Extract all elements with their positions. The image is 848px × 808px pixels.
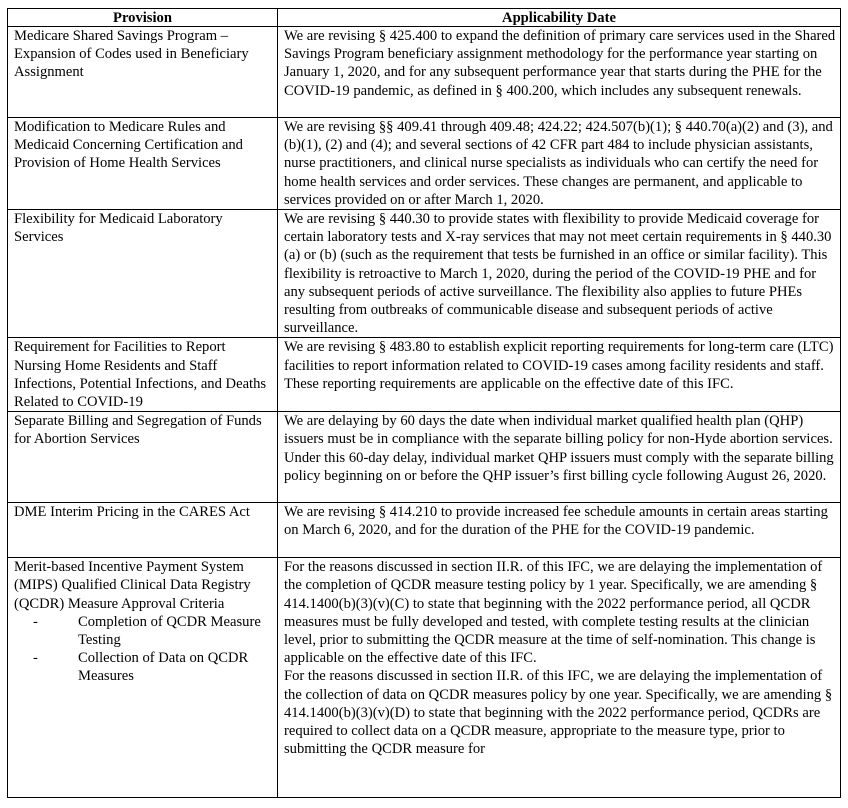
table-row: [8, 338, 841, 412]
applicability-cell: We are revising § 483.80 to establish explicit reporting requirements for long-term care (LTC) facilities to report information related to COVID-19 cases among facility residents and staff. These reporting requirements are applicable on the effective date of this IFC.: [278, 338, 841, 412]
list-item: [33, 649, 273, 685]
table-row: [8, 412, 841, 503]
provisions-table: [7, 8, 841, 798]
applicability-cell: We are revising § 425.400 to expand the definition of primary care services used in the Shared Savings Program beneficiary assignment methodology for the performance year starting on January 1, 2020, and for any subsequent performance year that starts during the PHE for the COVID-19 pandemic, as defined in § 400.200, which includes any subsequent renewals.: [278, 27, 841, 118]
applicability-cell: We are revising § 414.210 to provide increased fee schedule amounts in certain areas starting on March 6, 2020, and for the duration of the PHE for the COVID-19 pandemic.: [278, 503, 841, 558]
provision-sub-list: [14, 613, 273, 686]
table-row: [8, 27, 841, 118]
applicability-cell: [278, 558, 841, 798]
table-row: [8, 118, 841, 210]
provision-cell: Medicare Shared Savings Program – Expansion of Codes used in Beneficiary Assignment: [8, 27, 278, 118]
provision-cell: Flexibility for Medicaid Laboratory Services: [8, 210, 278, 338]
applicability-cell: We are revising §§ 409.41 through 409.48; 424.22; 424.507(b)(1); § 440.70(a)(2) and (3), and (b)(1), (2) and (4); and several sections of 42 CFR part 484 to include physician assistants, nurse practitioners, and clinical nurse specialists as individuals who can certify the need for home health services and order services. These changes are permanent, and applicable to services provided on or after March 1, 2020.: [278, 118, 841, 210]
provision-cell: Separate Billing and Segregation of Funds for Abortion Services: [8, 412, 278, 503]
applicability-date-column-header: Applicability Date: [278, 9, 841, 27]
dash-bullet: -: [33, 613, 38, 630]
provision-cell: Modification to Medicare Rules and Medicaid Concerning Certification and Provision of Home Health Services: [8, 118, 278, 210]
dash-bullet: -: [33, 650, 38, 667]
sub-item-label: Collection of Data on QCDR Measures: [78, 650, 249, 685]
applicability-cell: We are revising § 440.30 to provide states with flexibility to provide Medicaid coverage for certain laboratory tests and X-ray services that may not meet certain requirements in § 440.30 (a) or (b) (such as the requirement that tests be furnished in an office or similar facility). This flexibility is retroactive to March 1, 2020, during the period of the COVID-19 PHE and for any subsequent periods of active surveillance. The flexibility also applies to future PHEs resulting from outbreaks of communicable disease and subsequent periods of active surveillance.: [278, 210, 841, 338]
header-row: [8, 9, 841, 27]
applicability-paragraph: For the reasons discussed in section II.R. of this IFC, we are delaying the implementation of the completion of QCDR measure testing policy by 1 year. Specifically, we are amending § 414.1400(b)(3)(v)(C) to state that beginning with the 2022 performance period, all QCDR measures must be fully developed and tested, with complete testing results at the clinician level, prior to submitting the QCDR measure at the time of self-nomination. This change is applicable on the effective date of this IFC.: [284, 559, 823, 667]
table-body: [8, 27, 841, 798]
provision-text: Merit-based Incentive Payment System (MIPS) Qualified Clinical Data Registry (QCDR) Measure Approval Criteria: [14, 559, 251, 612]
applicability-paragraph: For the reasons discussed in section II.R. of this IFC, we are delaying the implementation of the collection of data on QCDR measures policy by one year. Specifically, we are amending § 414.1400(b)(3)(v)(D) to state that beginning with the 2022 performance period, QCDRs are required to collect data on a QCDR measure, appropriate to the measure type, prior to submitting the QCDR measure for: [284, 668, 833, 758]
table-header: [8, 9, 841, 27]
list-item: [33, 613, 273, 649]
table-row: [8, 503, 841, 558]
table-row: [8, 558, 841, 798]
provision-column-header: Provision: [8, 9, 278, 27]
sub-item-label: Completion of QCDR Measure Testing: [78, 613, 261, 649]
applicability-cell: We are delaying by 60 days the date when individual market qualified health plan (QHP) issuers must be in compliance with the separate billing policy for non-Hyde abortion services. Under this 60-day delay, individual market QHP issuers must comply with the separate billing policy beginning on or before the QHP issuer’s first billing cycle following August 26, 2020.: [278, 412, 841, 503]
provision-cell: DME Interim Pricing in the CARES Act: [8, 503, 278, 558]
table-row: [8, 210, 841, 338]
provision-cell: Requirement for Facilities to Report Nursing Home Residents and Staff Infections, Potential Infections, and Deaths Related to COVID-19: [8, 338, 278, 412]
provision-cell: [8, 558, 278, 798]
